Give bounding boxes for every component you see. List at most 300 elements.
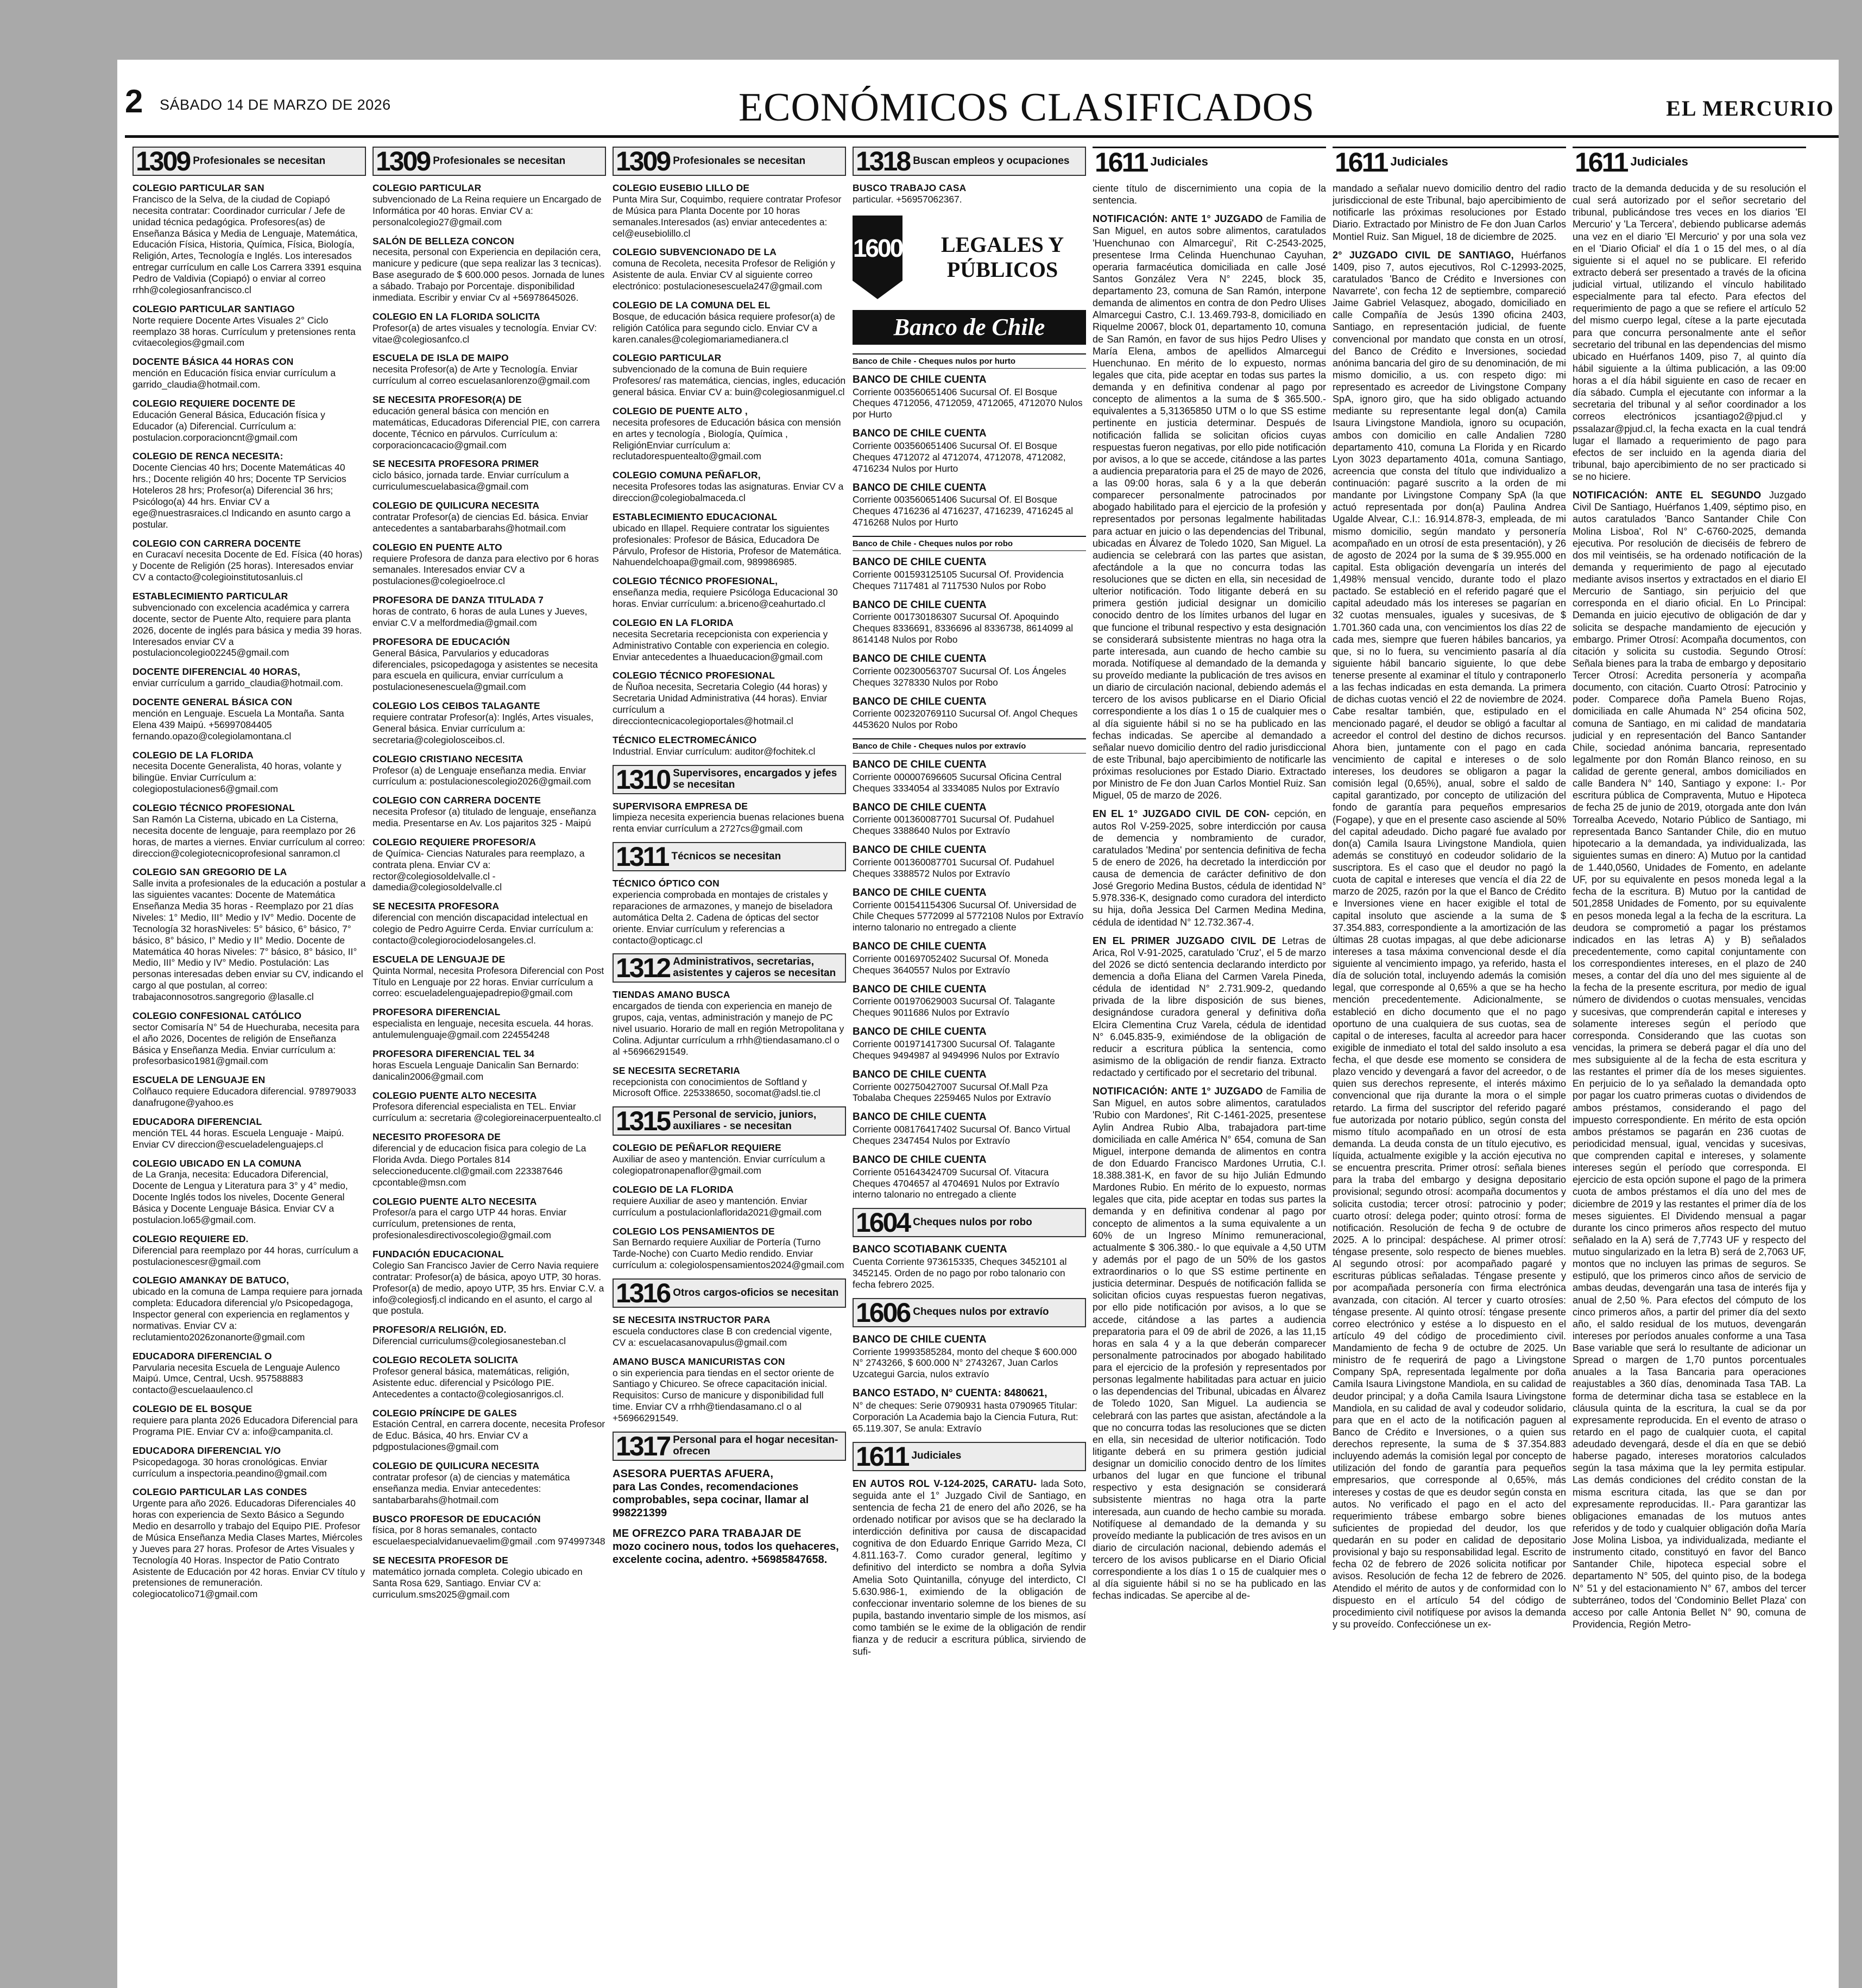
classified-ad	[613, 1356, 846, 1424]
legal-notice	[1573, 489, 1806, 1630]
ad-body: Corriente 001541154306 Sucursal Of. Universidad de Chile Cheques 5772099 al 5772108 Nulos por Extravío interno talonario no entregado a cliente	[853, 899, 1084, 933]
classified-ad	[613, 470, 846, 504]
ad-list	[613, 182, 846, 757]
classified-ad	[373, 1196, 606, 1242]
ad-heading: BANCO DE CHILE CUENTA	[853, 428, 987, 440]
classified-ad	[613, 1142, 846, 1176]
legal-notice	[1573, 182, 1806, 483]
classified-ad	[373, 1090, 606, 1124]
legal-notice	[1093, 182, 1326, 206]
ad-heading: COLEGIO PUENTE ALTO NECESITA	[373, 1195, 537, 1207]
ad-heading: COLEGIO CONFESIONAL CATÓLICO	[132, 1010, 302, 1021]
ad-body: Urgente para año 2026. Educadoras Diferenciales 40 horas con experiencia de Sexto Básico a Segundo Medio en desarrollo y trabajo del Equipo PIE. Profesor de Música Enseñanza Media Clases Martes, Miércoles y Jueves para 27 horas. Profesor de Artes Visuales y Tecnología 40 Horas. Inspector de Patio Contrato Asistente de Educación por 42 horas. Enviar CV título y pretensiones de remuneración. colegiocatolico71@gmail.com	[132, 1498, 365, 1600]
classified-ad	[613, 1314, 846, 1348]
ad-heading: COLEGIO CON CARRERA DOCENTE	[132, 537, 301, 549]
ad-body: Corriente 001730186307 Sucursal Of. Apoquindo Cheques 8336691, 8336696 al 8336738, 8614099 al 8614148 Nulos por Robo	[853, 611, 1074, 645]
ad-body: Industrial. Enviar currículum: auditor@fochitek.cl	[613, 745, 816, 757]
legal-notice	[1333, 182, 1566, 243]
ad-heading: DOCENTE BÁSICA 44 HORAS CON	[132, 356, 294, 368]
ad-body: necesita Profesor(a) de Arte y Tecnología. Enviar currículum al correo escuelasanlorenzo@gmail.com	[373, 364, 590, 387]
ad-heading: COLEGIO PARTICULAR SAN	[132, 182, 264, 193]
ad-heading: AMANO BUSCA MANICURISTAS CON	[613, 1356, 785, 1367]
classified-ad	[373, 594, 606, 629]
classified-ad	[613, 617, 846, 663]
ad-body: Huérfanos 1409, piso 7, autos ejecutivos, Rol C-12993-2025, caratulados 'Banco de Crédito e Inversiones con Navarrete', con fecha 12 de septiembre, compareció Jaime Gabriel Velasquez, abogado, domiciliado en calle Compañía de Jesús 1390 oficina 2403, Santiago, en representación judicial, de fuente convencional por mandato que consta en un otrosí, del Banco de Crédito e Inversiones, sociedad anónima bancaria del giro de su denominación, de mi mismo domicilio, a us. con respeto digo: mi representado es acreedor de Livingstone Company SpA, ignoro giro, que ha sido obligado actuando mediante su representante legal don(a) Camila Isaura Livingstone Mandiola, ignoro su ocupación, ambos con domicilio en calle Andalien 7280 departamento 410, comuna La Florida y en Ricardo Lyon 3023 departamento 401a, comuna Santiago, acreencia que consta del título que individualizo a continuación: pagaré suscrito a la orden de mi mandante por Livingstone Company SpA (la que actuó representada por don(a) Paulina Andrea Ugalde Alvear, C.I.: 16.914.878-3, empleada, de mi mismo domicilio, según mandato y personería acompañado en un otrosí de esta presentación), y 26 de agosto de 2024 por la suma de $ 39.955.000 en capital. Esta obligación devengaría un interés del 1,498% mensual vencido, durante todo el plazo pactado. Se estableció en el referido pagaré que el capital adeudado más los intereses se pagarían en 32 cuotas mensuales, iguales y sucesivas, de $ 1.701.360 cada una, con vencimientos los días 22 de cada mes, siempre que fueren hábiles bancarios, ya que, si no lo fuera, su vencimiento pasaría al día siguiente hábil bancario siguiente, lo que debe tenerse presente al examinar el título y contraponerlo a las fechas indicadas en esta demanda. La primera de dichas cuotas venció el 22 de noviembre de 2024. Cabe resaltar también, que, estipulado en el mencionado pagaré, el deudor se obligó a facultar al acreedor el control del destino de dichos recursos. Ahora bien, juntamente con el pago en cada vencimiento de capital e intereses o de solo intereses, los deudores se obligaron a pagar la comisión legal (0,65%), anual, sobre el saldo de capital garantizado, por concepto de utilización del fondo de garantía para pequeños empresarios (Fogape), y que en el presente caso asciende al 50% del capital adeudado. Dicho pagaré fue avalado por don(a) Camila Isaura Livingstone Mandiola, quien además se constituyó en codeudor solidario de la suscriptora. Es el caso que el deudor no pagó la cuota de capital e intereses que vencía el día 22 de marzo de 2025, razón por la que el Banco de Crédito e Inversiones viene en hacer exigible el total de capital insoluto que asciende a la suma de $ 37.354.883, correspondiente a la amortización de las últimas 28 cuotas impagas, al que debe adicionarse intereses a tasa máxima convencional desde el día siguiente al vencimiento impago, ya referido, hasta el día de solución total, incluyendo además la comisión legal, que corresponde al 0,65% a que se ha hecho mención precedentemente. Adicionalmente, se estableció en dicho documento que el no pago oportuno de una cualquiera de sus cuotas, sea de capital o de intereses, faculta al acreedor para hacer exigible de inmediato el total del saldo insoluto a esa fecha, el que desde ese momento se considera de plazo vencido y devengará a favor del acreedor, o de quien sus derechos represente, el interés máximo convencional que rija durante la mora o el simple retardo. La firma del suscriptor del referido pagaré fue autorizada por notario público, según consta del mismo título acompañado en un otrosí de esta demanda. La deuda consta de un título ejecutivo, es líquida, actualmente exigible y la acción ejecutiva no se encuentra prescrita. Primer otrosí: señala bienes para la traba del embargo y designa depositario provisional; segundo otrosí: acompaña documentos y solicita custodia; tercer otrosí: patrocinio y poder; cuarto otrosí: delega poder; quinto otrosí: forma de notificación. Resolución de fecha 9 de octubre de 2025. A lo principal: despáchese. Al primer otrosí: téngase presente, solo respecto de bienes muebles. Al segundo otrosí: por acompañado pagaré y escrituras públicas señaladas. Téngase presente y por acompañada personería con firma electrónica avanzada, con citación. Al tercer y cuarto otrosíes: téngase presente. Al quinto otrosí: téngase presente correo electrónico y estése a lo dispuesto en el artículo 49 del código de procedimiento civil. Mandamiento de fecha 9 de octubre de 2025. Un ministro de fe requerirá de pago a Livingstone Company SpA, representada legalmente por doña Camila Isaura Livingstone Mandiola, en su calidad de deudor principal; y a doña Camila Isaura Livingstone Mandiola, en su calidad de aval y codeudor solidario, para que en el acto de la notificación paguen al Banco de Crédito e Inversiones, o a quien sus derechos represente, la suma de $ 37.354.883 incluyendo además la comisión legal por concepto de utilización del fondo de garantía para pequeños empresarios, que corresponde al 0,65%, más intereses y costas de que es deudor según consta en autos. No verificado el pago en el acto del requerimiento trábese embargo sobre bienes suficientes de propiedad del deudor, los que quedarán en su poder en calidad de depositario provisional y bajo su responsabilidad legal. Escrito de fecha 02 de febrero de 2026 solicita notificar por avisos. Resolución de fecha 12 de febrero de 2026. Atendido el mérito de autos y de conformidad con lo dispuesto en el artículo 54 del código de procedimiento civil notifíquese por avisos la demanda y su proveído. Confecciónese un ex-	[1333, 249, 1566, 1630]
ad-heading: BANCO DE CHILE CUENTA	[853, 844, 987, 856]
classified-ad	[373, 311, 606, 345]
ad-body: educación general básica con mención en matemáticas, Educadoras Diferencial PIE, con carrera docente, Técnico en párvulos. Currículum a: corporacioncacacio@gmail.com	[373, 405, 600, 451]
bank-notice	[853, 844, 1086, 879]
ad-body: de Familia de San Miguel, en autos sobre alimentos, caratulados 'Huenchunao con Almarcegui', Rit C-2543-2025, presentese Irma Celinda Huenchunao Cayuhan, operaria farmacéutica domiciliada en calle José Santos González Vera N° 2245, block 35, departamento 23, comuna de San Ramón, interpone demanda de alimentos en contra de don Pedro Ulises Almarcegui Castro, C.I. 13.469.793-8, domiciliado en Riquelme 20067, block 01, departamento 10, comuna de San Ramón, en favor de sus hijos Pedro Ulises y María Elena, ambos de apellidos Almarcegui Huenchunao. En mérito de lo expuesto, normas legales que cita, pide aceptar en todas sus partes la demanda y en definitiva condenar al pago por concepto de alimentos a la suma de $ 365.500.- equivalentes a 5,31365850 UTM o lo que SS estime pertinente en justicia determinar. Después de notificación fallida se solicitan oficios cuyas respuestas fueron negativas, por ello pide notificación por avisos, a lo que se accede, citándose a las partes a audiencia preparatoria para el 25 de mayo de 2026, a las 09:00 horas, sala 6 y a la que deberán comparecer personalmente patrocinados por abogado habilitado para el ejercicio de la profesión y representados por personas legalmente habilitadas para actuar en juicio o las dependencias del Tribunal, ubicadas en Álvarez de Toledo 1020, San Miguel. La audiencia se celebrará con las partes que asistan, afectándole a la que no concurra todas las resoluciones que se dicten en ella, sin necesidad de ulterior notificación. Todo litigante deberá en su primera gestión judicial designar un domicilio conocido dentro de los límites urbanos del lugar en que funcione el tribunal respectivo y esta designación se considerará subsistente mientras no haga otra la parte interesada, aun cuando de hecho cambie su morada. Notifíquese al demandado de la demanda y su proveído mediante la publicación de tres avisos en un diario de circulación nacional, debiendo además el tercero de los avisos publicarse en el Diario Oficial correspondiente a los días 1 o 15 de cualquier mes o al día siguiente hábil si no se ha publicado en las fechas indicadas. Se apercibe al demandado a señalar nuevo domicilio dentro del radio jurisdiccional de este Tribunal, bajo apercibimiento de notificarle las próximas resoluciones por Estado Diario. Extractado por Ministro de Fe don Juan Carlos Montiel Ruiz. San Miguel, 05 de marzo de 2026.	[1093, 213, 1326, 801]
ad-body: San Bernardo requiere Auxiliar de Portería (Turno Tarde-Noche) con Cuarto Medio rendido. Enviar currículum a: colegiolospensamientos2024@gmail.com	[613, 1237, 844, 1271]
classified-ad	[373, 500, 606, 534]
page-number: 2	[125, 83, 143, 119]
bank-notice	[853, 482, 1086, 528]
ad-heading: PROFESORA DE EDUCACIÓN	[373, 636, 510, 647]
classified-ad	[373, 754, 606, 788]
ad-body: Francisco de la Selva, de la ciudad de Copiapó necesita contratar: Coordinador curricular / Jefe de unidad técnica pedagógica. Profesores(as) de Enseñanza Básica y Media de Lenguaje, Matemática, Educación Física, Historia, Química, Física, Biología, Religión, Artes, Tecnología e Inglés. Los interesados entregar currículum en calle Los Carrera 3391 esquina Pedro de Valdivia (Copiapó) o enviar al correo rrhh@colegiosanfrancisco.cl	[132, 193, 362, 295]
ad-body: Corriente 051643424709 Sucursal Of. Vitacura Cheques 4704657 al 4704691 Nulos por Extravío interno talonario no entregado a cliente	[853, 1166, 1059, 1200]
ad-heading: COLEGIO DE PEÑAFLOR REQUIERE	[613, 1142, 781, 1154]
classified-ad	[132, 451, 366, 530]
ad-body: Corriente 003560651406 Sucursal Of. El Bosque Cheques 4712072 al 4712074, 4712078, 4712082, 4716234 Nulos por Hurto	[853, 440, 1066, 474]
bank-notice	[853, 887, 1086, 933]
ad-heading: BANCO DE CHILE CUENTA	[853, 482, 987, 493]
ad-body: Colñauco requiere Educadora diferencial. 978979033 danafrugone@yahoo.es	[132, 1086, 356, 1108]
bank-notice	[853, 759, 1086, 794]
section-header-1611: 1611 Judiciales	[1573, 147, 1806, 176]
classified-ad	[613, 511, 846, 568]
bank-notice	[853, 428, 1086, 474]
ad-body: Educación General Básica, Educación física y Educador (a) Diferencial. Currículum a: postulacion.corporacioncnt@gmail.com	[132, 409, 325, 443]
ad-body: experiencia comprobada en montajes de cristales y reparaciones de armazones, y manejo de biseladora automática Delta 2. Cadena de ópticas del sector oriente. Enviar currículum y referencias a contacto@opticagc.cl	[613, 889, 833, 946]
ad-body: subvencionado de la comuna de Buin requiere Profesores/ ras matemática, ciencias, ingles, educación general básica. Enviar CV a: buin@colegiosanmiguel.cl	[613, 364, 846, 397]
classified-ad	[373, 1555, 606, 1600]
legal-notice	[1093, 213, 1326, 801]
ad-heading: PROFESORA DE DANZA TITULADA 7	[373, 594, 544, 606]
ad-list	[132, 182, 366, 1600]
ad-body: Auxiliar de aseo y mantención. Enviar currículum a colegiopatronapenaflor@gmail.com	[613, 1154, 825, 1176]
ad-body: o sin experiencia para tiendas en el sector oriente de Santiago y Chicureo. Se ofrece capacitación inicial. Requisitos: Curso de manicure y disponibilidad full time. Enviar CV a rrhh@tiendasamano.cl o al +56966291549.	[613, 1367, 834, 1423]
ad-body: Diferencial para reemplazo por 44 horas, currículum a postulacionescesr@gmail.com	[132, 1244, 358, 1267]
classified-ad	[373, 236, 606, 303]
ad-body: San Ramón La Cisterna, ubicado en La Cisterna, necesita docente de lenguaje, para reemplazo por 26 horas, de martes a viernes. Enviar currículum al correo: direccion@colegiotecnicoprofesional sanramon.cl	[132, 813, 365, 859]
ad-body: escuela conductores clase B con credencial vigente, CV a: escuelacasanovapulus@gmail.com	[613, 1325, 832, 1348]
ad-heading: BANCO DE CHILE CUENTA	[853, 983, 987, 995]
bank-notice	[853, 653, 1086, 688]
ad-heading: BANCO DE CHILE CUENTA	[853, 801, 987, 813]
ad-body: requiere para planta 2026 Educadora Diferencial para Programa PIE. Enviar CV a: info@campanita.cl.	[132, 1415, 358, 1437]
ad-body: necesita, personal con Experiencia en depilación cera, manicure y pedicure (que sepa realizar las 3 tecnicas). Base asegurado de $ 600.000 pesos. Jornada de lunes a sábado. Trabajo por Porcentaje. disponibilidad inmediata. Escribir y enviar Cv al +56978645026.	[373, 246, 605, 303]
ad-heading: SE NECESITA PROFESOR DE	[373, 1555, 509, 1566]
ad-body: requiere contratar Profesor(a): Inglés, Artes visuales, General básica. Enviar currículum a: secretaria@colegiolosceibos.cl.	[373, 712, 594, 745]
subsection-title: Banco de Chile - Cheques nulos por extravío	[853, 738, 1086, 754]
classified-ad	[373, 700, 606, 746]
ad-heading: COLEGIO EN LA FLORIDA	[613, 617, 734, 628]
ad-heading: COLEGIO SUBVENCIONADO DE LA	[613, 246, 777, 258]
ad-heading: BANCO DE CHILE CUENTA	[853, 759, 987, 771]
ad-body: Juzgado Civil De Santiago, Huérfanos 1,409, séptimo piso, en autos caratulados 'Banco Santander Chile Con Molina Lisboa', Rol N° C-6760-2025, demanda ejecutiva. Por resolución de dieciséis de febrero de dos mil veintiséis, se ha ordenado notificación de la demanda y requerimiento de pago al ejecutado mediante avisos insertos y extractados en el diario El Mercurio de Santiago, sin perjuicio del que corresponda en el diario oficial. En Lo Principal: Demanda en juicio ejecutivo de obligación de dar y solicita se despache mandamiento de ejecución y embargo. Primer Otrosí: Acompaña documentos, con citación y solicita su custodia. Segundo Otrosí: Señala bienes para la traba de embargo y depositario Tercer Otrosí: Acredita personería y acompaña documento, con citación. Cuarto Otrosí: Patrocinio y poder. Comparece doña Pamela Bueno Rojas, domiciliada en calle Ahumada N° 254 oficina 502, comuna de Santiago, en mi calidad de mandataria judicial y en representación del Banco Santander Chile, sociedad anónima bancaria, representado legalmente por don Román Blanco reinoso, en su calidad de gerente general, ambos domiciliados en calle Bandera N° 140, Santiago y expone: I.- Por escritura pública de Compraventa, Mutuo e Hipoteca de fecha 25 de junio de 2019, otorgada ante don Iván Torrealba Acevedo, Notario Público de Santiago, mi representada Banco Santander Chile, dio en mutuo hipotecario a la demandada, ya individualizada, las siguientes sumas en dinero: A) Mutuo por la cantidad de 1.440,0560, Unidades de Fomento, en adelante UF, por su equivalente en pesos moneda legal a la fecha de la escritura. B) Mutuo por la cantidad de 501,2858 Unidades de Fomento, por su equivalente en pesos moneda legal a la fecha de la escritura. La deudora se comprometió a pagar los préstamos indicados en las letras A) y B) señalados precedentemente, como capital conjuntamente con los correspondientes intereses, en el plazo de 240 meses, a contar del día uno del mes siguiente al de la fecha de la presente escritura, por medio de igual número de dividendos o cuotas mensuales, vencidas y sucesivas, que comprenderán capital e intereses y solamente intereses según el período que corresponda. Considerando que las cuotas son vencidas, la primera se deberá pagar el día uno del mes subsiguiente al de la fecha de esta escritura y las restantes el primer día de los meses siguientes. En perjuicio de lo ya señalado la demandada opto por pagar los cuatro primeras cuotas o dividendos de ambos préstamos, considerando el pago del impuesto correspondiente. En mérito de esta opción ambos préstamos se pagarán en 236 cuotas de periodicidad mensual, igual, vencidas y sucesivas, que comprenden capital e intereses, y solamente intereses según el período que corresponda. El ejercicio de esta opción supone el pago de la primera cuota de ambos préstamos el día uno del mes de diciembre de 2019 y las restantes el primer día de los meses siguientes. El Dividendo mensual a pagar durante los cinco primeros años respecto del mutuo señalado en la A) será de 7,7743 UF y respecto del mutuo singularizado en la letra B) será de 2,7063 UF, montos que no incluyen las primas de seguros. Se estipuló, que los primeros cinco años de servicio de ambas deudas, devengarán una tasa de interés fija y anual de 2,50 %. Para efectos del cómputo de los cinco primeros años, a partir del primer día del sexto año, el saldo residual de los mutuos, devengarán intereses por períodos anuales conforme a una Tasa Base variable que será lo resultante de adicionar un Spread o margen de 1,70 puntos porcentuales anuales a la Tasa Bancaria para operaciones reajustables a 360 días, denominada Tasa TAB. La forma de determinar dicha tasa se establece en la cláusula quinta de la escritura, la cual se da por expresamente reproducida. En el evento de atraso o retardo en el pago de cualquier cuota, el capital adeudado devengará, desde el día en que se debió haberse pagado, intereses moratorios calculados según la tasa máxima que la ley permita estipular. Las demás condiciones del crédito constan de la misma escritura citada, las que se dan por expresamente reproducidas. II.- Para garantizar las obligaciones emanadas de los mutuos antes referidos y de todo y cualquier obligación doña María Jose Molina Lisboa, ya individualizada, mediante el instrumento citado, constituyó en favor del Banco Santander Chile, hipoteca especial sobre el departamento N° 505, del quinto piso, de la bodega N° 51 y del estacionamiento N° 67, ambos del tercer subterráneo, todos del 'Condominio Bellet Plaza' con acceso por calle Antonia Bellet N° 90, comuna de Providencia, Región Metro-	[1573, 490, 1806, 1630]
ad-heading: COLEGIO AMANKAY DE BATUCO,	[132, 1275, 289, 1286]
ad-body: Letras de Arica, Rol V-91-2025, caratulado 'Cruz', el 5 de marzo del 2026 se dictó sentencia declarando interdicto por demencia a doña Eliana del Carmen Varela Pineda, cédula de identidad N° 2.731.909-2, quedando privada de la libre disposición de sus bienes, designándose curadora general y definitiva doña Elcira Clementina Cruz Varela, cédula de identidad N° 6.045.835-9, eximiéndose de la obligación de reducir a escritura pública la sentencia, como asimismo de la obligación de rendir fianza. Extracto redactado y certificado por el secretario del tribunal.	[1093, 935, 1326, 1078]
bank-notice	[853, 374, 1086, 420]
newspaper-logo: EL MERCURIO	[1666, 96, 1834, 121]
classified-ad	[373, 636, 606, 693]
legal-notice	[1093, 935, 1326, 1079]
ad-body: subvencionado con excelencia académica y carrera docente, sector de Puente Alto, requiere para planta 2026, docente de inglés para básica y media 39 horas. Interesados enviar CV a postulacioncolegio02245@gmail.com	[132, 602, 362, 659]
ad-body: ubicado en la comuna de Lampa requiere para jornada completa: Educadora diferencial y/o Psicopedagoga, Inspector general con experiencia en reglamentos y normativas. Enviar CV a: reclutamiento2026zonanorte@gmail.com	[132, 1286, 363, 1343]
ad-heading: PROFESORA DIFERENCIAL	[373, 1006, 501, 1018]
ad-heading: BANCO DE CHILE CUENTA	[853, 599, 987, 611]
classified-ad	[373, 1249, 606, 1316]
ad-heading: DOCENTE DIFERENCIAL 40 HORAS,	[132, 666, 300, 678]
ad-body: ubicado en Illapel. Requiere contratar los siguientes profesionales: Profesor de Básica, Educadora De Párvulo, Profesor de Historia, Profesor de Matemática. Nahuendelchoapa@gmail.com, 989986985.	[613, 522, 842, 568]
classified-ad	[132, 1158, 366, 1226]
ad-heading: BANCO DE CHILE CUENTA	[853, 695, 987, 707]
bank-notice	[853, 556, 1086, 592]
legal-section-banner	[853, 213, 1086, 302]
classified-ad	[373, 954, 606, 999]
ad-heading: 2° JUZGADO CIVIL DE SANTIAGO,	[1333, 249, 1514, 261]
ad-heading: ME OFREZCO PARA TRABAJAR DE	[613, 1527, 801, 1540]
ad-body: Corriente 008176417402 Sucursal Of. Banco Virtual Cheques 2347454 Nulos por Extravío	[853, 1124, 1070, 1146]
ad-body: Corriente 002750427007 Sucursal Of.Mall Pza Tobalaba Cheques 2259465 Nulos por Extravío	[853, 1081, 1051, 1104]
classified-ad	[373, 901, 606, 946]
ad-body: Punta Mira Sur, Coquimbo, requiere contratar Profesor de Música para Planta Docente por 10 horas semanales.Interesados (as) enviar antecedentes a: cel@eusebiolillo.cl	[613, 193, 842, 239]
ad-body: Corriente 003560651406 Sucursal Of. El Bosque Cheques 4712056, 4712059, 4712065, 4712070 Nulos por Hurto	[853, 386, 1083, 420]
bank-notice	[853, 1069, 1086, 1104]
classified-ad	[373, 795, 606, 829]
notice-list	[853, 556, 1086, 731]
ad-heading: COLEGIO EN LA FLORIDA SOLICITA	[373, 311, 540, 322]
section-header-1318: 1318 Buscan empleos y ocupaciones	[853, 147, 1086, 176]
column-6	[1333, 145, 1566, 1975]
classified-ad	[132, 750, 366, 795]
classified-ad	[132, 1486, 366, 1600]
ad-body: subvencionado de La Reina requiere un Encargado de Informática por 40 horas. Enviar CV a: personalcolegio27@gmail.com	[373, 193, 602, 227]
ad-list	[613, 1142, 846, 1271]
ad-list	[613, 1467, 846, 1566]
ad-body: de La Granja, necesita: Educadora Diferencial, Docente de Lengua y Literatura para 3° y 4° medio, Docente Inglés todos los niveles, Docente General Básica y Docente Lenguaje Básica. Enviar CV a postulacion.lo65@gmail.com.	[132, 1169, 348, 1225]
section-header-1310: 1310 Supervisores, encargados y jefes se necesitan	[613, 765, 846, 794]
ad-heading: ESCUELA DE ISLA DE MAIPO	[373, 352, 509, 364]
classified-ad	[373, 837, 606, 893]
ad-heading: COLEGIO LOS CEIBOS TALAGANTE	[373, 700, 540, 712]
classified-ad	[373, 1460, 606, 1506]
section-header-1611: 1611 Judiciales	[853, 1442, 1086, 1471]
ad-body: diferencial con mención discapacidad intelectual en colegio de Pedro Aguirre Cerda. Enviar currículum a: contacto@colegiorociodelosangeles.cl.	[373, 912, 594, 946]
ad-list	[613, 801, 846, 835]
classified-ad	[132, 538, 366, 584]
ad-heading: COLEGIO DE RENCA NECESITA:	[132, 451, 283, 462]
classified-ad	[373, 542, 606, 587]
column-7	[1573, 145, 1806, 1975]
ad-heading: EN EL PRIMER JUZGADO CIVIL DE	[1093, 935, 1276, 946]
ad-heading: TÉCNICO ÓPTICO CON	[613, 878, 719, 889]
classified-ad	[132, 866, 366, 1003]
ad-heading: BANCO DE CHILE CUENTA	[853, 1111, 987, 1123]
bank-notice	[853, 941, 1086, 976]
ad-heading: SALÓN DE BELLEZA CONCON	[373, 235, 514, 246]
section-header-1312: 1312 Administrativos, secretarias, asistentes y cajeros se necesitan	[613, 953, 846, 983]
ad-body: Docente Ciencias 40 hrs; Docente Matemáticas 40 hrs.; Docente religión 40 hrs; Docente TP Servicios Hoteleros 28 hrs; Profesor(a) Diferencial 36 hrs; Psicólogo(a) 44 hrs. Enviar CV a ege@nuestrasraices.cl Indicando en asunto cargo a postular.	[132, 462, 351, 530]
notice-list	[1333, 182, 1566, 1630]
ad-body: Norte requiere Docente Artes Visuales 2° Ciclo reemplazo 38 horas. Currículum y pretensiones renta cvitaecolegios@gmail.com	[132, 314, 356, 349]
ad-heading: BANCO DE CHILE CUENTA	[853, 373, 987, 385]
classified-ad	[613, 575, 846, 610]
ad-body: Corriente 000007696605 Sucursal Oficina Central Cheques 3334054 al 3334085 Nulos por Extravío	[853, 771, 1062, 794]
bank-notice	[853, 802, 1086, 837]
ad-heading: COLEGIO PRÍNCIPE DE GALES	[373, 1407, 517, 1419]
ad-heading: SE NECESITA PROFESORA	[373, 901, 500, 912]
ad-heading: SUPERVISORA EMPRESA DE	[613, 800, 748, 812]
legal-notice	[1093, 808, 1326, 928]
bank-notice	[853, 984, 1086, 1019]
ad-body: para Las Condes, recomendaciones comprobables, sepa cocinar, llamar al 998221399	[613, 1480, 809, 1519]
ad-body: necesita Docente Generalista, 40 horas, volante y bilingüe. Enviar Currículum a: colegiopostulaciones6@gmail.com	[132, 761, 342, 795]
ad-heading: PROFESOR/A RELIGIÓN, ED.	[373, 1324, 507, 1335]
ad-heading: COLEGIO UBICADO EN LA COMUNA	[132, 1157, 302, 1169]
ad-heading: COLEGIO SAN GREGORIO DE LA	[132, 866, 287, 878]
ad-body: requiere Profesora de danza para electivo por 6 horas semanales. Interesados enviar CV a postulaciones@colegioelroce.cl	[373, 553, 599, 587]
column-4	[853, 145, 1086, 1975]
ad-body: contratar Profesor(a) de ciencias Ed. básica. Enviar antecedentes a santabarbarahs@hotmail.com	[373, 511, 589, 534]
ad-body: Corriente 001970629003 Sucursal Of. Talagante Cheques 9011686 Nulos por Extravío	[853, 996, 1055, 1018]
section-header-1309: 1309 Profesionales se necesitan	[132, 147, 366, 176]
classified-ad	[613, 735, 846, 757]
classified-ad	[132, 356, 366, 390]
ad-body: recepcionista con conocimientos de Softland y Microsoft Office. 225338650, socomat@adsl.tie.cl	[613, 1076, 820, 1099]
ad-body: de Ñuñoa necesita, Secretaria Colegio (44 horas) y Secretaria Unidad Administrativa (44 horas). Enviar currículum a direcciontecnicacolegioportales@hotmail.cl	[613, 681, 828, 726]
ad-heading: COLEGIO DE QUILICURA NECESITA	[373, 500, 540, 511]
ad-body: mención TEL 44 horas. Escuela Lenguaje - Maipú. Enviar CV direccion@escueladelenguajeps.cl	[132, 1127, 344, 1150]
ad-body: tracto de la demanda deducida y de su resolución el cual será autorizado por el señor secretario del tribunal, publicándose tres veces en los diarios 'El Mercurio' y 'La Tercera', debiendo publicarse además una vez en el diario 'El Mercurio' y por una sola vez en el 'Diario Oficial' el día 1 o 15 del mes, o al día siguiente si el aquel no se publicare. El referido extracto deberá ser presentado a través de la oficina judicial virtual, utilizando el vínculo habilitado especialmente para tal efecto. Para efectos del requerimiento de pago a que se refiere el artículo 52 del mismo cuerpo legal, cítese a la parte ejecutada para que concurra personalmente ante el señor secretario del tribunal en las dependencias del mismo ubicado en Huérfanos 1409, piso 7, al quinto día hábil siguiente a la última publicación, a las 09:00 horas a el día hábil siguiente en caso de recaer en día sábado. Cumpla el ejecutante con informar a la secretaria del tribunal y al señor coordinador a los correos electrónicos jcsantiago2@pjud.cl y pssalazar@pjud.cl, la fecha exacta en la cual tendrá lugar el llamado a requerimiento de pago para efectos de ser incluido en la agenda diaria del tribunal, bajo apercibimiento de no ser practicado si se no hiciere.	[1573, 183, 1806, 482]
ad-heading: BANCO DE CHILE CUENTA	[853, 941, 987, 953]
column-2	[373, 145, 606, 1975]
section-header-1611: 1611 Judiciales	[1333, 147, 1566, 176]
classified-ad	[373, 352, 606, 387]
ad-heading: COLEGIO CON CARRERA DOCENTE	[373, 795, 541, 806]
ad-body: Profesor(a) de artes visuales y tecnología. Enviar CV: vitae@colegiosanfco.cl	[373, 322, 597, 345]
ad-heading: SE NECESITA INSTRUCTOR PARA	[613, 1314, 771, 1325]
classified-ad	[373, 182, 606, 228]
ad-heading: BANCO DE CHILE CUENTA	[853, 653, 987, 664]
ad-heading: BANCO DE CHILE CUENTA	[853, 1154, 987, 1166]
ad-heading: COLEGIO DE PUENTE ALTO ,	[613, 405, 748, 416]
ad-body: enviar currículum a garrido_claudia@hotmail.com.	[132, 678, 343, 689]
classified-ad	[373, 1006, 606, 1041]
ad-body: horas de contrato, 6 horas de aula Lunes y Jueves, enviar C.V a melfordmedia@gmail.com	[373, 606, 588, 628]
column-5	[1093, 145, 1326, 1975]
ad-body: necesita Profesor (a) titulado de lenguaje, enseñanza media. Presentarse en Av. Los pajaritos 325 - Maipú	[373, 806, 596, 828]
ad-body: Colegio San Francisco Javier de Cerro Navia requiere contratar: Profesor(a) de básica, apoyo UTP, 30 horas. Profesor(a) de medio, apoyo UTP, 35 hrs. Enviar C.V. a info@colegiosfj.cl indicando en el asunto, el cargo al que postula.	[373, 1259, 604, 1316]
legal-notice	[1093, 1085, 1326, 1601]
section-header-1315: 1315 Personal de servicio, juniors, auxiliares - se necesitan	[613, 1106, 846, 1136]
ad-heading: COLEGIO DE EL BOSQUE	[132, 1403, 253, 1415]
ad-body: necesita Profesores todas las asignaturas. Enviar CV a direccion@colegiobalmaceda.cl	[613, 481, 844, 503]
ad-list	[613, 989, 846, 1099]
ad-heading: COLEGIO REQUIERE DOCENTE DE	[132, 397, 296, 409]
notice-list	[853, 759, 1086, 1200]
issue-date: SÁBADO 14 DE MARZO DE 2026	[160, 97, 391, 113]
ad-heading: EDUCADORA DIFERENCIAL O	[132, 1350, 272, 1362]
ad-heading: BUSCO PROFESOR DE EDUCACIÓN	[373, 1513, 541, 1524]
ad-body: de Química- Ciencias Naturales para reemplazo, a contrata plena. Enviar CV a: rector@colegiosoldelvalle.cl - damedia@colegiosoldelvalle.cl	[373, 847, 585, 893]
ad-body: Corriente 001360087701 Sucursal Of. Pudahuel Cheques 3388640 Nulos por Extravío	[853, 814, 1055, 837]
ad-body: mención en Educación física enviar currículum a garrido_claudia@hotmail.com.	[132, 368, 336, 390]
classified-ad	[373, 1324, 606, 1347]
ad-heading: NOTIFICACIÓN: ANTE EL SEGUNDO	[1573, 490, 1762, 501]
ad-heading: EDUCADORA DIFERENCIAL	[132, 1116, 262, 1127]
classified-ad	[613, 1467, 846, 1520]
ad-heading: COLEGIO DE LA FLORIDA	[132, 749, 254, 761]
ad-heading: BANCO DE CHILE CUENTA	[853, 556, 987, 568]
section-header-1309: 1309 Profesionales se necesitan	[373, 147, 606, 176]
ad-heading: BANCO DE CHILE CUENTA	[853, 887, 987, 898]
classified-ad	[613, 801, 846, 835]
classified-ad	[132, 697, 366, 742]
ad-heading: COLEGIO CRISTIANO NECESITA	[373, 753, 523, 764]
ad-body: contratar profesor (a) de ciencias y matemática enseñanza media. Enviar antecedentes: santabarbarahs@hotmail.com	[373, 1471, 570, 1505]
ad-body: Profesor general básica, matemáticas, religión, Asistente educ. diferencial y Psicólogo PIE. Antecedentes a contacto@colegiosanrigos.cl.	[373, 1365, 570, 1400]
ad-heading: ESTABLECIMIENTO EDUCACIONAL	[613, 511, 778, 522]
ad-body: especialista en lenguaje, necesita escuela. 44 horas. antulemulenguaje@gmail.com 224554248	[373, 1018, 594, 1040]
classified-ad	[613, 1527, 846, 1566]
ad-heading: TÉCNICO ELECTROMECÁNICO	[613, 734, 757, 745]
ad-body: necesita profesores de Educación básica con mensión en artes y tecnología , Biología, Química , ReligiónEnviar currículum a: reclutadorespuentealto@gmail.com	[613, 416, 841, 462]
ad-heading: COLEGIO LOS PENSAMIENTOS DE	[613, 1225, 775, 1237]
ad-heading: PROFESORA DIFERENCIAL TEL 34	[373, 1048, 535, 1059]
classified-ad	[132, 1445, 366, 1479]
ad-list	[373, 182, 606, 1600]
ad-heading: EDUCADORA DIFERENCIAL Y/O	[132, 1445, 281, 1456]
section-header-1606: 1606 Cheques nulos por extravío	[853, 1298, 1086, 1327]
classified-ad	[613, 1184, 846, 1218]
ad-body: limpieza necesita experiencia buenas relaciones buena renta enviar currículum a 2727cs@gmail.com	[613, 812, 844, 834]
ad-body: enseñanza media, requiere Psicóloga Educacional 30 horas. Enviar currículum: a.briceno@ceahurtado.cl	[613, 587, 838, 609]
classified-ad	[613, 406, 846, 462]
legal-notice	[1333, 249, 1566, 1630]
bank-notice: BANCO DE CHILE CUENTA Corriente 19993585284, monto del cheque $ 600.000 N° 2743266, $ 600.000 N° 2743267, Juan Carlos Uzcategui Garcia, nulos extravío	[853, 1333, 1077, 1380]
ad-body: ciclo básico, jornada tarde. Enviar currículum a curriculumescuelabasica@gmail.com	[373, 470, 569, 492]
ad-heading: COLEGIO RECOLETA SOLICITA	[373, 1354, 519, 1365]
ad-heading: COLEGIO REQUIERE PROFESOR/A	[373, 836, 536, 847]
ad-body: Corriente 002300563707 Sucursal Of. Los Ángeles Cheques 3278330 Nulos por Robo	[853, 665, 1066, 688]
ad-heading: COLEGIO DE QUILICURA NECESITA	[373, 1460, 540, 1471]
ad-heading: COLEGIO EN PUENTE ALTO	[373, 541, 502, 553]
legal-section-badge: 1600	[853, 216, 902, 299]
ad-heading: SE NECESITA SECRETARIA	[613, 1065, 741, 1076]
ad-heading: ASESORA PUERTAS AFUERA,	[613, 1467, 774, 1480]
ad-body: en Curacaví necesita Docente de Ed. Física (40 horas) y Docente de Religión (25 horas). Interesados enviar CV a contacto@colegioinstitutosanluis.cl	[132, 549, 363, 583]
ad-heading: ESTABLECIMIENTO PARTICULAR	[132, 591, 288, 602]
ad-heading: SE NECESITA PROFESORA PRIMER	[373, 458, 539, 470]
ad-heading: FUNDACIÓN EDUCACIONAL	[373, 1249, 504, 1259]
bank-notice	[853, 1111, 1086, 1147]
ad-body: diferencial y de educacion fisica para colegio de La Florida Avda. Diego Portales 814 seleccioneducente.cl@gmail.com 223387646 cpcontable@msn.com	[373, 1143, 586, 1188]
ad-body: requiere Auxiliar de aseo y mantención. Enviar currículum a postulacionlaflorida2021@gmail.com	[613, 1195, 822, 1218]
classified-ad	[373, 1514, 606, 1548]
ad-body: cepción, en autos Rol V-259-2025, sobre interdicción por causa de demencia y nombramiento de curador, caratulados 'Medina' por sentencia definitiva de fecha 5 de enero de 2026, ha decretado la interdicción por causa de demencia de carácter definitivo de don José Gregorio Medina Bustos, cédula de identidad N° 5.978.336-K, designado como curadora del interdicto su hija, doña Jessica Del Carmen Medina Medina, cédula de identidad N° 12.732.367-4.	[1093, 808, 1326, 928]
ad-body: Corriente 001697052402 Sucursal Of. Moneda Cheques 3640557 Nulos por Extravío	[853, 953, 1049, 976]
ad-heading: NOTIFICACIÓN: ANTE 1° JUZGADO	[1093, 1086, 1263, 1097]
section-header-1611: 1611 Judiciales	[1093, 147, 1326, 176]
classified-ad	[613, 352, 846, 398]
classified-ad	[373, 1408, 606, 1453]
ad-heading: COLEGIO TÉCNICO PROFESIONAL	[613, 670, 775, 681]
subsection-title: Banco de Chile - Cheques nulos por hurto	[853, 353, 1086, 369]
ad-body: Profesor (a) de Lenguaje enseñanza media. Enviar currículum a: postulacionescolegio2026@gmail.com	[373, 764, 591, 787]
classified-ad	[132, 1074, 366, 1109]
ad-heading: COLEGIO TÉCNICO PROFESIONAL	[132, 802, 295, 813]
ad-heading: COLEGIO DE LA COMUNA DEL EL	[613, 299, 771, 311]
ad-body: horas Escuela Lenguaje Danicalin San Bernardo: danicalin2006@gmail.com	[373, 1059, 579, 1082]
ad-heading: COLEGIO PARTICULAR	[373, 182, 482, 193]
classified-ad	[132, 303, 366, 349]
classified-ad	[613, 989, 846, 1057]
ad-heading: BANCO DE CHILE CUENTA	[853, 1068, 987, 1080]
ad-heading: ESCUELA DE LENGUAJE DE	[373, 953, 506, 965]
subsection-title: Banco de Chile - Cheques nulos por robo	[853, 536, 1086, 551]
section-header-1309: 1309 Profesionales se necesitan	[613, 147, 846, 176]
ad-heading: SE NECESITA PROFESOR(A) DE	[373, 394, 522, 405]
ad-body: Diferencial curriculums@colegiosanesteban.cl	[373, 1335, 566, 1347]
classified-ad	[132, 666, 366, 689]
classified-ad	[132, 591, 366, 659]
ad-body: General Básica, Parvularios y educadoras diferenciales, psicopedagoga y asistentes se necesita para escuela en quilicura, enviar currículum a postulacionesenescuela@gmail.com	[373, 647, 598, 693]
ad-body: ciente título de discernimiento una copia de la sentencia.	[1093, 183, 1326, 206]
ad-body: mandado a señalar nuevo domicilio dentro del radio jurisdiccional de este Tribunal, bajo apercibimiento de notificarle las próximas resoluciones por Estado Diario. Extractado por Ministro de Fe don Juan Carlos Montiel Ruiz. San Miguel, 18 de diciembre de 2025.	[1333, 183, 1566, 242]
bank-logo: Banco de Chile	[853, 310, 1086, 345]
ad-heading: EN EL 1° JUZGADO CIVIL DE CON-	[1093, 808, 1270, 820]
classified-ad	[613, 1065, 846, 1099]
classified-ad	[132, 802, 366, 859]
down-arrow-icon	[853, 281, 902, 299]
ad-body: Corriente 001360087701 Sucursal Of. Pudahuel Cheques 3388572 Nulos por Extravío	[853, 856, 1055, 879]
ad-body: Quinta Normal, necesita Profesora Diferencial con Post Título en Lenguaje por 22 horas. Enviar currículum a correo: escueladelenguajepadrepio@gmail.com	[373, 965, 604, 999]
ad-body: Corriente 002320769110 Sucursal Of. Angol Cheques 4453620 Nulos por Robo	[853, 708, 1078, 731]
section-header-1604: 1604 Cheques nulos por robo	[853, 1208, 1086, 1237]
ad-body: Corriente 001593125105 Sucursal Of. Providencia Cheques 7117481 al 7117530 Nulos por Robo	[853, 568, 1064, 591]
classified-ad	[373, 1048, 606, 1082]
ad-heading: COLEGIO REQUIERE ED.	[132, 1233, 249, 1244]
section-header-1316: 1316 Otros cargos-oficios se necesitan	[613, 1278, 846, 1308]
ad-heading: TIENDAS AMANO BUSCA	[613, 989, 730, 1001]
bank-notice: BANCO SCOTIABANK CUENTA Cuenta Corriente 973615335, Cheques 3452101 al 3452145. Orden de no pago por robo talonario con fecha febrero 2025.	[853, 1244, 1067, 1290]
classified-ad	[132, 1275, 366, 1343]
ad-body: mozo cocinero nous, todos los quehaceres, excelente cocina, adentro. +56985847658.	[613, 1540, 839, 1566]
bank-notice	[853, 696, 1086, 731]
ad-heading: COLEGIO TÉCNICO PROFESIONAL,	[613, 575, 778, 587]
classified-ad	[373, 458, 606, 492]
bank-notice	[853, 1026, 1086, 1061]
classified-ad: BUSCO TRABAJO CASA particular. +56957062367.	[853, 182, 967, 205]
ad-body: matemático jornada completa. Colegio ubicado en Santa Rosa 629, Santiago. Enviar CV a: curriculum.sms2025@gmail.com	[373, 1566, 583, 1600]
classified-ad	[373, 1354, 606, 1400]
ad-heading: COLEGIO EUSEBIO LILLO DE	[613, 182, 750, 193]
bank-notice	[853, 1154, 1086, 1200]
ad-heading: COLEGIO PARTICULAR	[613, 352, 722, 364]
ad-heading: DOCENTE GENERAL BÁSICA CON	[132, 697, 293, 707]
section-header-1311: 1311 Técnicos se necesitan	[613, 842, 846, 871]
classified-ad	[613, 300, 846, 345]
ad-heading: ESCUELA DE LENGUAJE EN	[132, 1074, 266, 1086]
ad-body: Salle invita a profesionales de la educación a postular a las siguientes vacantes: Docente de Matemática Enseñanza Media 35 horas - Reemplazo por 21 días Niveles: 1° Medio, III° Medio y IV° Medio. Docente de Tecnología 32 horasNiveles: 5° básico, 6° básico, 7° básico, 8° básico, I° Medio y II° Medio. Docente de Matemática 40 horas Niveles: 7° básico, 8° básico, II° Medio, III° Medio y IV° Medio. Postulación: Las personas interesadas deben enviar su CV, indicando el cargo al que postulan, al correo: trabajaconnosotros.sangregorio @lasalle.cl	[132, 878, 366, 1002]
ad-body: Estación Central, en carrera docente, necesita Profesor de Educ. Básica, 40 hrs. Enviar CV a pdgpostulaciones@gmail.com	[373, 1419, 605, 1453]
newspaper-page	[117, 60, 1839, 1988]
ad-body: Parvularia necesita Escuela de Lenguaje Aulenco Maipú. Umce, Central, Ucsh. 957588883 contacto@escuelaaulenco.cl	[132, 1362, 340, 1396]
classified-ad	[132, 1403, 366, 1438]
